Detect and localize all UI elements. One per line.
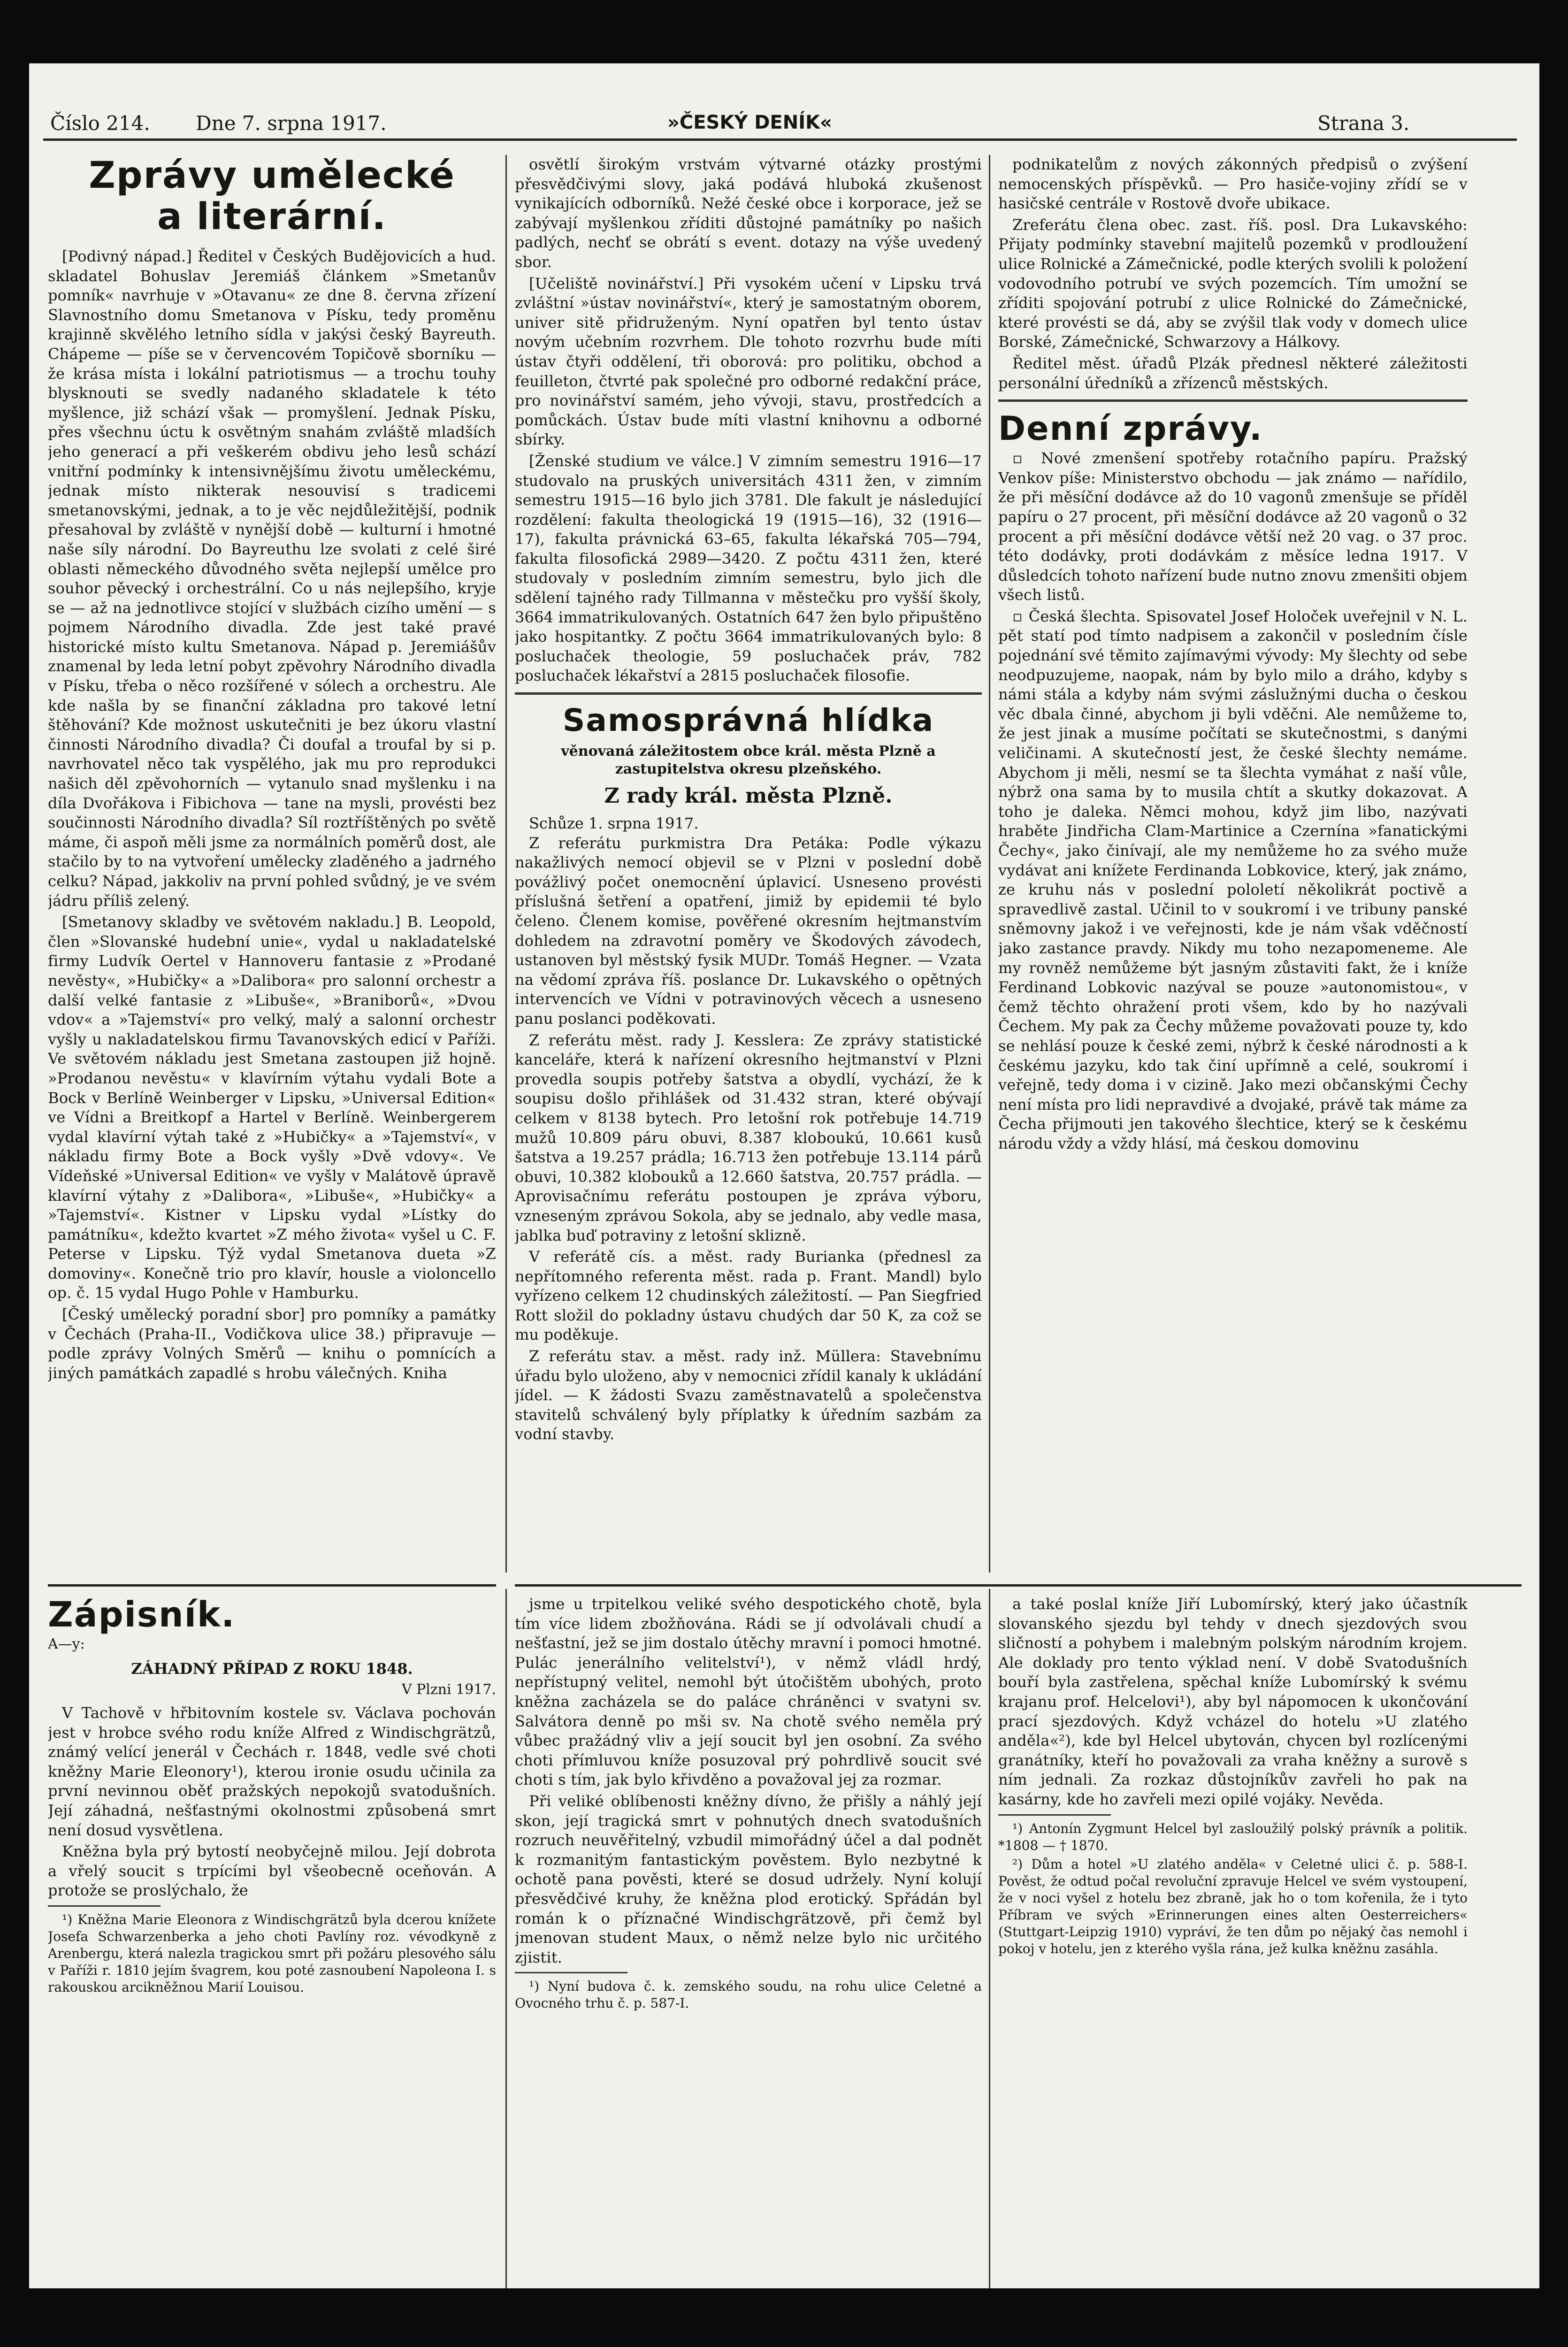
issue-date: Dne 7. srpna 1917. [196, 112, 387, 135]
section-rule [515, 1584, 1522, 1587]
article-paragraph: Z referátu měst. rady J. Kesslera: Ze zprávy statistické kanceláře, která k nařízení okresního hejtmanství v Plzni provedla soupis potřeby šatstva a obydlí, vychází, že k soupisu došlo přihlášek od 31.432 stran, které obývají celkem v 8138 bytech. Pro letošní rok potřebuje 14.719 mužů 10.809 páru obuvi, 8.387 kloboukú, 10.661 kusů šatstva a 19.257 prádla; 16.713 žen potřebuje 13.114 párů obuvi, 10.382 klobouků a 12.660 šatstva, 20.757 prádla. — Aprovisačnímu referátu postoupen je zpráva výboru, vzneseným zprávou Sokola, aby se jednalo, aby vedle masa, jablka buď potraviny z letošní sklizně. [515, 1031, 982, 1244]
column-rule-4 [989, 1589, 990, 2288]
column-2 [515, 155, 982, 1577]
section-rule [998, 399, 1468, 402]
section-heading-zapisnik: Zápisník. [48, 1595, 236, 1635]
header-rule [43, 138, 1517, 141]
footnote-rule [998, 1814, 1111, 1816]
dateline: V Plzni 1917. [401, 1681, 496, 1698]
column-3 [998, 155, 1468, 1577]
column-1-feuilleton [48, 1595, 496, 2288]
footnote: ²) Dům a hotel »U zlatého anděla« v Celetné ulici č. p. 588-I. Pověst, že odtud počal revoluční zpravuje Helcel ve svém vystoupení, že v noci vyšel z hotelu bez zbraně, jak ho o tom kořenila, že i tyto Příbram ve svých »Erinnerungen eines alten Oesterreichers« (Stuttgart-Leipzig 1910) vypráví, že ten dům po nějaký čas nemohl i pokoj v hotelu, jen z kterého vyšla rána, jež kulka kněžnu zasáhla. [998, 1856, 1468, 1956]
footnote: ¹) Kněžna Marie Eleonora z Windischgrätzů byla dcerou knížete Josefa Schwarzenberka a jeho choti Pavlíny roz. vévodkyně z Arenbergu, která nalezla tragickou smrt při požáru plesového sálu v Paříži r. 1810 jejím švagrem, kou poté zasnoubení Napoleona I. s rakouskou arcikněžnou Marií Louisou. [48, 1911, 496, 1995]
article-paragraph: V Tachově v hřbitovním kostele sv. Václava pochován jest v hrobce svého rodu kníže Alfred z Windischgrätzů, známý velící jenerál v Čechách r. 1848, vedle své choti kněžny Marie Eleonory¹), kterou ironie osudu učinila za první nevinnou oběť pražských nepokojů svatodušních. Její záhadná, nešťastnými okolnostmi způsobená smrt není dosud vysvětlena. [48, 1704, 496, 1839]
article-paragraph: Ředitel měst. úřadů Plzák přednesl některé záležitosti personální úředníků a zřízenců městských. [998, 354, 1468, 392]
footnote-rule [515, 1972, 627, 1973]
article-paragraph: Zreferátu člena obec. zast. říš. posl. Dra Lukavského: Přijaty podmínky stavební majitelů pozemků v prodloužení ulice Rolnické a Zámečnické, podle kterých svolili k položení vodovodního potrubí ve svých pozemcích. Tím umožní se zříditi spojování potrubí z ulice Rolnické do Zámečnické, které provésti se dá, aby se zvýšil tlak vody v domech ulice Borské, Zámečnické, Schwarzovy a Hálkovy. [998, 215, 1468, 351]
section-heading-samosprava: Samosprávná hlídka [562, 702, 934, 739]
issue-number: Číslo 214. [50, 112, 150, 135]
article-paragraph: ▫ Nové zmenšení spotřeby rotačního papíru. Pražský Venkov píše: Ministerstvo obchodu — jak známo — nařídilo, že při měsíční dodávce až do 10 vagonů zmenšuje se příděl papíru o 27 procent, při měsíční dodávce až 20 vagonů o 32 procent a při měsíční dodávce větší než 20 vag. o 37 proc. této dodávky, proti dodávkám z měsíce ledna 1917. V důsledcích tohoto nařízení bude nutno znovu zmenšiti objem všech listů. [998, 449, 1468, 604]
section-subheading: Z rady král. města Plzně. [604, 784, 893, 808]
section-heading-arts-line2: a literární. [157, 196, 387, 238]
section-subtitle: věnovaná záležitostem obce král. města Plzně a zastupitelstva okresu plzeňského. [561, 743, 936, 778]
article-paragraph: a také poslal kníže Jiří Lubomírský, který jako účastník slovanského sjezdu byl tehdy v dnech sjezdových svou sličností a pohybem i malebným polským národním krojem. Ale doklady pro tento výklad není. V době Svatodušních bouří byla zastřelena, spěchal kníže Lubomírský k svému krajanu prof. Helcelovi¹), aby byl nápomocen k ukončování prací sjezdových. Když vcházel do hotelu »U zlatého anděla«²), kde byl Helcel ubytován, chycen byl rozlícenými granátníky, kteří ho považovali za vraha kněžny a surově s ním jednali. Za rozkaz důstojníkův zavřeli ho pak na kasárny, kde ho zavřeli mezi opilé vojáky. Nevěda. [998, 1595, 1468, 1808]
article-paragraph: Z referátu purkmistra Dra Petáka: Podle výkazu nakažlivých nemocí objevil se v Plzni v poslední době povážlivý počet onemocnění úplavicí. Usneseno provésti příslušná šetření a opatření, jimiž by epidemii té bylo čeleno. Členem komise, pověřené okresním hejtmanstvím dohledem na zdravotní poměry ve Škodových závodech, ustanoven byl městský fysik MUDr. Tomáš Hegner. — Vzata na vědomí zpráva říš. poslance Dr. Lukavského o opětných intervencích ve Vídni v potravinových věcech a usneseno panu poslanci poděkovati. [515, 834, 982, 1028]
article-paragraph: [Ženské studium ve válce.] V zimním semestru 1916—17 studovalo na pruských universitách 4311 žen, v zimním semestru 1915—16 bylo jich 3781. Dle fakult je následující rozdělení: fakulta theologická 19 (1915—16), 32 (1916—17), fakulta právnická 63–65, fakulta lékařská 705—794, fakulta filosofická 2989—3420. Z počtu 4311 žen, které studovaly v posledním zimním semestru, bylo jich dle sdělení tajného rady Tillmanna v městečku pro vyšší školy, 3664 immatrikulovaných. Ostatních 647 žen bylo připuštěno jako hospitantky. Z počtu 3664 immatrikulovaných bylo: 8 posluchaček theologie, 59 posluchaček práv, 782 posluchaček lékařství a 2815 posluchaček filosofie. [515, 452, 982, 685]
column-3-feuilleton [998, 1595, 1468, 2288]
footnote-rule [48, 1905, 161, 1907]
article-paragraph: podnikatelům z nových zákonných předpisů o zvýšení nemocenských příspěvků. — Pro hasiče-vojiny zřídí se v hasičské centrále v Rostově dvoře ubikace. [998, 155, 1468, 213]
article-paragraph: jsme u trpitelkou veliké svého despotického chotě, byla tím více lidem zbožňována. Rádi se jí odvolávali chudí a nešťastní, jež se jim dostalo útěchy mravní i pomoci hmotné. Pulác jenerálního velitelství¹), v němž vládl hrdý, nepřístupný velitel, nemohl být útočištěm ubohých, proto kněžna zacházela se do paláce chráněnci v svatyni sv. Salvátora denně po mši sv. Na chotě svého neměla prý vůbec pražádný vliv a její soucit byl jen osobní. Za svého choti přímluvou kníže posuzoval prý pohrdlivě soucit své choti s tím, jak bylo křivděno a považoval jej za rozmar. [515, 1595, 982, 1789]
article-paragraph: osvětlí širokým vrstvám výtvarné otázky prostými přesvědčivými slovy, jaká podává hluboká zkušenost vynikajících odborníků. Nežé české obce i korporace, jež se zabývají myšlenkou zříditi důstojné památníky po našich padlých, nechť se obrátí s event. dotazy na výše uvedený sbor. [515, 155, 982, 271]
footnote: ¹) Antonín Zygmunt Helcel byl zasloužilý polský právník a politik. *1808 — † 1870. [998, 1820, 1468, 1853]
article-paragraph: [Podivný nápad.] Ředitel v Českých Budějovicích a hud. skladatel Bohuslav Jeremiáš článkem »Smetanův pomník« navrhuje v »Otavanu« ze dne 8. června zřízení Slavnostního domu Smetanova v Písku, tedy proměnu krajinně skvělého letního sídla v jakýsi český Bayreuth. Chápeme — píše se v červencovém Topičově sborníku — že krása místa i lokální patriotismus — a trochu touhy blysknouti se svedly nadaného skladatele k této myšlence, již schází však — promyšlení. Jednak Písku, přes všechnu úctu k osvětným snahám zvláště mladších jeho generací a při veškerém obdivu jeho lesů schází vnitřní podmínky k intensivnějšímu životu uměleckému, jednak místo nikterak nesouvisí s tradicemi smetanovskými, jednak, a to je věc nejdůležitější, podnik přesahoval by zvláště v nynější době — kulturní i hmotné naše síly národní. Do Bayreuthu lze svolati z celé širé oblasti německého důvodného světa nejlepší umělce pro souhor pěvecký i orchestrální. Co u nás nejlepšího, kryje se — až na jednotlivce stojící v službách cizího umění — s pojmem Národního divadla. Zde jest také pravé historické místo kultu Smetanova. Nápad p. Jeremiášův znamenal by leda letní pobyt zpěvohry Národního divadla v Písku, třeba o něco rozšířené v sólech a orchestru. Ale kde našla by se finanční základna pro takové letní štěhování? Kde možnost uskutečniti je bez úkoru vlastní činnosti Národního divadla? Či doufal a troufal by si p. navrhovatel něco tak vyspělého, jak mu pro reprodukci našich děl zpěvohorních — vytanulo snad myšlenku i na díla Dvořákova i Fibichova — tane na mysli, provésti bez součinnosti Národního divadla? Síl roztříštěných po světě máme, či aspoň měli jsme za normálních poměrů dost, ale stačilo by to na vytvoření umělecky zladěného a jadrného celku? Nápad, jakkoliv na první pohled svůdný, je ve svém jádru příliš zelený. [48, 247, 496, 910]
page-number: Strana 3. [1317, 112, 1410, 135]
article-paragraph: Z referátu stav. a měst. rady inž. Müllera: Stavebnímu úřadu bylo uloženo, aby v nemocnici zřídil kanaly k ukládání jídel. — K žádosti Svazu zaměstnavatelů a společenstva stavitelů schválený byly příplatky k úředním sazbám za vodní stavby. [515, 1347, 982, 1443]
column-rule-3 [505, 1589, 507, 2288]
column-1 [48, 155, 496, 1577]
article-paragraph: [Český umělecký poradní sbor] pro pomníky a památky v Čechách (Praha-II., Vodičkova ulice 38.) připravuje — podle zprávy Volných Směrů — knihu o pomnících a jiných památkách zapadlé s hrobu válečných. Kniha [48, 1305, 496, 1382]
column-rule-1 [505, 155, 507, 1572]
section-heading-daily-news: Denní zprávy. [998, 409, 1263, 448]
meeting-date: Schůze 1. srpna 1917. [529, 814, 699, 833]
article-paragraph: Při veliké oblíbenosti kněžny dívno, že přišly a náhlý její skon, její tragická smrt v pohnutých dnech svatodušních rozruch neuvěřitelný, vzbudil mimořádný účel a dal podnět k rozmanitým fantastickým pověstem. Bylo nezbytné k ochotě pana pověsti, které se dosud udržely. Nyní kolují přesvědčivé kruhy, že kněžna plod erotický. Spřádán byl román k o příznačné Windischgrätzově, při čemž byl jmenovan student Maux, o němž nelze bylo nic určitého zjistit. [515, 1792, 982, 1966]
article-paragraph: Kněžna byla prý bytostí neobyčejně milou. Její dobrota a vřelý soucit s trpícími byl všeobecně oceňován. A protože se proslýchalo, že [48, 1842, 496, 1900]
section-heading-arts: Zprávy umělecké [89, 155, 455, 197]
article-paragraph: [Učeliště novinářství.] Při vysokém učení v Lipsku trvá zvláštní »ústav novinářství«, který je samostatným oborem, univer sitě přidruženým. Nyní opatřen byl tento ústav novým učebním rozvrhem. Dle tohoto rozvrhu bude míti ústav čtyři oddělení, tři oborová: pro politiku, obchod a feuilleton, čtvrté pak společné pro odborné redakční práce, pro novinářství samém, jeho vývoji, stavu, prostředcích a pomůckách. Ústav bude míti vlastní knihovnu a odborné sbírky. [515, 274, 982, 449]
column-rule-2 [989, 155, 990, 1572]
newspaper-page [29, 63, 1539, 2288]
footnote: ¹) Nyní budova č. k. zemského soudu, na rohu ulice Celetné a Ovocného trhu č. p. 587-I. [515, 1979, 982, 2011]
article-paragraph: ▫ Česká šlechta. Spisovatel Josef Holoček uveřejnil v N. L. pět statí pod tímto nadpisem a zakončil v posledním čísle pojednání své těmito zajímavými vývody: My šlechty od sebe neodpuzujeme, naopak, nám by bylo milo a dráho, kdyby s námi stála a kdyby nám svými záslužnými ducha o českou věc dbala činné, abychom ji byli vděčni. Ale nemůžeme to, že jest jinak a musíme počítati se skutečnostmi, s danými veličinami. A skutečností jest, že české šlechty nemáme. Abychom ji měli, nesmí se ta šlechta vymáhat z naší vůle, nýbrž ona sama by to musila chtít a skutky dokazovat. A toho je daleka. Němci mohou, když jim libo, nazývati hraběte Jindřicha Clam-Martinice a Czernína »fanatickými Čechy«, jako činívají, ale my nemůžeme ho za svého muže vydávat ani knížete Ferdinanda Lobkovice, který, jak známo, ze kruhu nás v poslední pololetí několikrát poctivě a spravedlivě zastal. Učinil to v soukromí i ve tribuny panské sněmovny jakož i ve veřejnosti, kde je nám však vděčností jako zastance pravdy. Nikdy mu toho nezapomeneme. Ale my rovněž nemůžeme být jasným zůstaviti fakt, že i kníže Ferdinand Lobkovic nazýval se pouze »autonomistou«, v čemž těchto ohražení proti všem, kdo by ho nazývali Čechem. My pak za Čechy můžeme považovati pouze ty, kdo se nehlásí pouze k české zemi, nýbrž k české národnosti a k českému jazyku, kdo tak činí upřímně a celé, soukromí i veřejně, tedy doma i v cizině. Jako mezi občanskými Čechy není místa pro lidi nepravdivé a dvojaké, právě tak máme za Čecha přijmouti jen takového šlechtice, který se k českému národu vždy a vždy hlásí, má českou domovinu [998, 607, 1468, 1152]
section-rule [515, 692, 982, 695]
byline: A—y: [48, 1636, 85, 1652]
article-paragraph: V referátě cís. a měst. rady Burianka (přednesl za nepřítomného referenta měst. rada p. Frant. Mandl) bylo vyřízeno celkem 12 chudinských záležitostí. — Pan Siegfried Rott složil do pokladny ústavu chudých dar 50 K, za což se mu poděkuje. [515, 1248, 982, 1344]
article-paragraph: [Smetanovy skladby ve světovém nakladu.] B. Leopold, člen »Slovanské hudební unie«, vydal u nakladatelské firmy Ludvík Oertel v Hannoveru fantasie z »Prodané nevěsty«, »Hubičky« a »Dalibora« pro salonní orchestr a další velké fantasie z »Libuše«, »Braniborů«, »Dvou vdov« a »Tajemství« pro velký, malý a salonní orchestr vyšly u nakladatelskou firmu Tavanovských edicí v Paříži. Ve světovém nákladu jest Smetana zastoupen již hojně. »Prodanou nevěstu« v klavírním výtahu vydali Bote a Bock v Berlíně Weinberger v Lipsku, »Universal Edition« ve Vídni a Breitkopf a Hartel v Berlíně. Weinbergerem vydal klavírní výtah také z »Hubičky« a »Tajemství«, v nákladu firmy Bote a Bock vyšly »Dvě vdovy«. Ve Vídeňské »Universal Edition« ve vyšly v Malátově úpravě klavírní výtahy z »Dalibora«, »Libuše«, »Hubičky« a »Tajemství«. Kistner v Lipsku vydal »Lístky do památníku«, kdežto kvartet »Z mého života« vyšel u C. F. Peterse v Lipsku. Týž vydal Smetanova dueta »Z domoviny«. Konečně trio pro klavír, housle a violoncello op. č. 15 vydal Hugo Pohle v Hamburku. [48, 913, 496, 1302]
masthead-title: »ČESKÝ DENÍK« [667, 112, 832, 133]
feuilleton-title: ZÁHADNÝ PŘÍPAD Z ROKU 1848. [131, 1660, 413, 1678]
column-2-feuilleton [515, 1595, 982, 2288]
section-rule [48, 1584, 496, 1587]
